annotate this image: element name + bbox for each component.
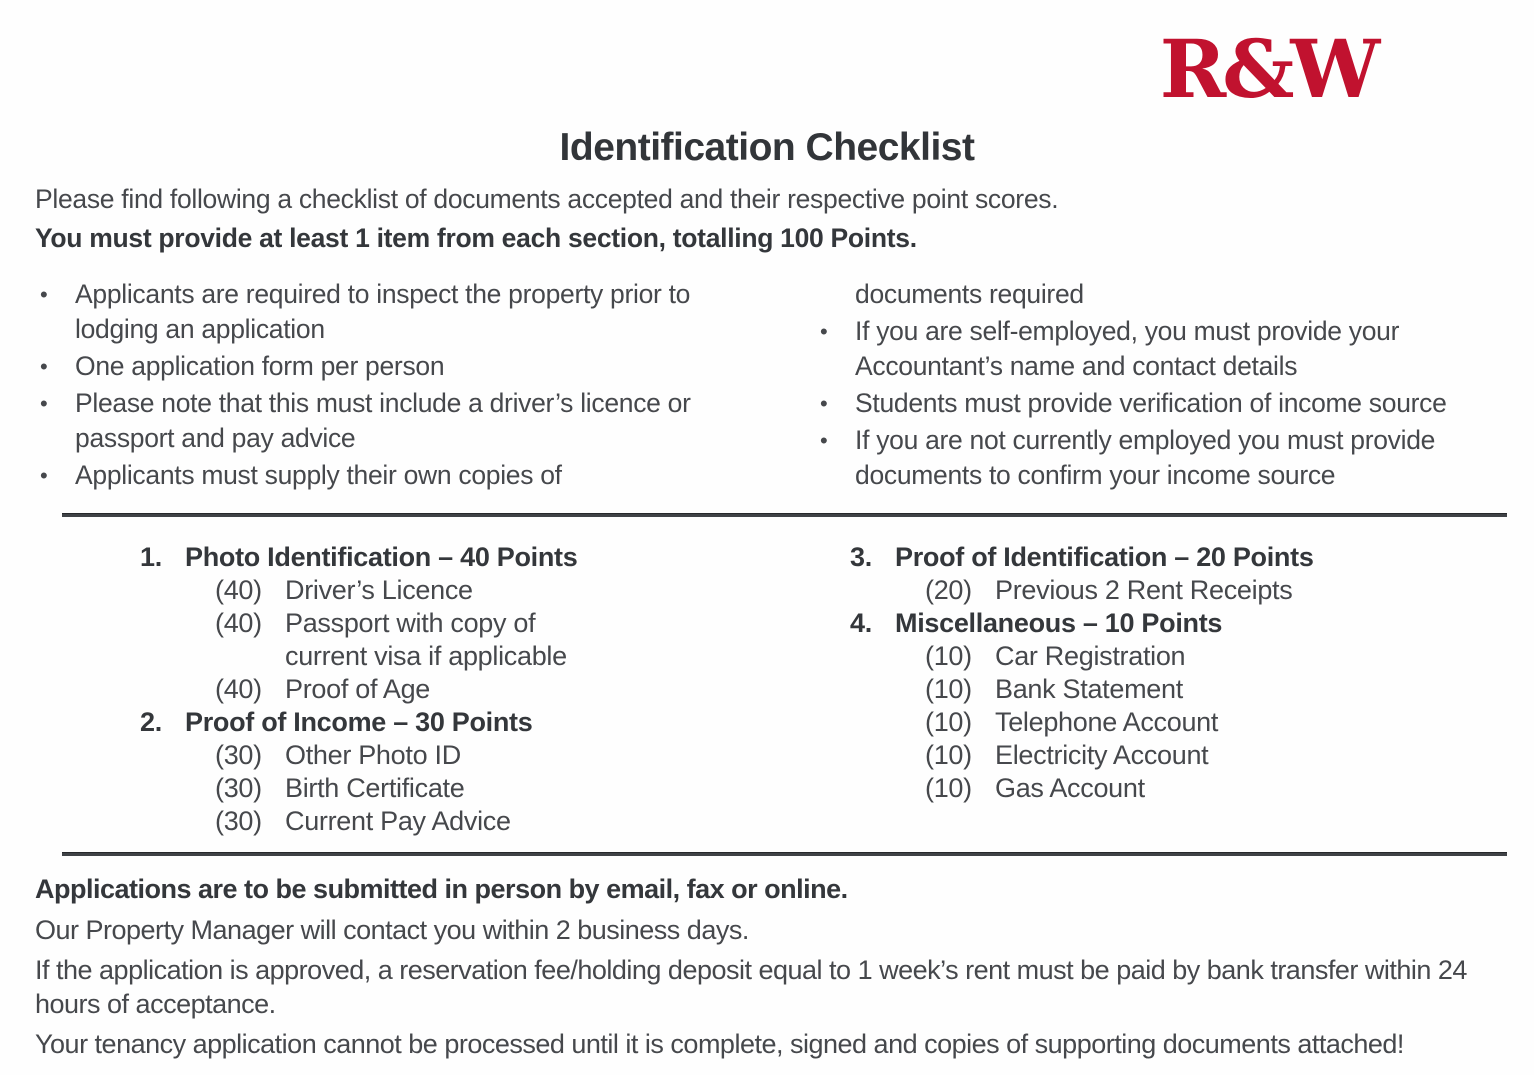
note-text: If you are not currently employed you must provide documents to confirm your income source: [855, 425, 1436, 490]
points-sections: [0, 541, 1534, 838]
sections-left-column: [140, 541, 760, 838]
checklist-item: [215, 574, 760, 607]
points-value: (20): [925, 575, 972, 605]
bullet-icon: •: [40, 282, 48, 307]
notes-right-column: [820, 277, 1510, 495]
section-number: 3.: [850, 542, 872, 572]
note-text: Please note that this must include a driver’s licence or passport and pay advice: [75, 388, 691, 453]
section-heading: [140, 706, 760, 739]
intro-text: Please find following a checklist of documents accepted and their respective point scores.: [35, 184, 1059, 214]
section-title: Proof of Identification – 20 Points: [895, 542, 1314, 572]
item-label: Current Pay Advice: [285, 806, 511, 836]
checklist-item: [215, 607, 760, 673]
section-heading: [850, 607, 1490, 640]
item-label: Telephone Account: [995, 707, 1219, 737]
item-label: Passport with copy of current visa if applicable: [285, 608, 567, 671]
note-item: [40, 458, 765, 493]
item-label: Electricity Account: [995, 740, 1209, 770]
note-text: Applicants are required to inspect the property prior to lodging an application: [75, 279, 691, 344]
section-items: [925, 574, 1490, 607]
note-text: If you are self-employed, you must provide your Accountant’s name and contact details: [855, 316, 1400, 381]
points-value: (40): [215, 575, 262, 605]
item-label: Car Registration: [995, 641, 1186, 671]
notes-left-column: [40, 277, 765, 495]
bullet-icon: •: [40, 391, 48, 416]
notes-section: [0, 277, 1534, 495]
points-value: (10): [925, 773, 972, 803]
page-title: Identification Checklist: [559, 126, 975, 169]
section-title: Photo Identification – 40 Points: [185, 542, 578, 572]
points-value: (30): [215, 773, 262, 803]
item-label: Driver’s Licence: [285, 575, 473, 605]
footer-contact-line: Our Property Manager will contact you within 2 business days.: [35, 915, 749, 945]
divider-line-top: [62, 513, 1507, 517]
item-label: Previous 2 Rent Receipts: [995, 575, 1293, 605]
note-item-continuation: [820, 277, 1510, 312]
section-heading: [850, 541, 1490, 574]
note-item: [820, 423, 1510, 493]
bullet-icon: •: [40, 354, 48, 379]
footer-submission-line: Applications are to be submitted in person by email, fax or online.: [35, 874, 848, 904]
section-number: 4.: [850, 608, 872, 638]
section-items: [215, 739, 760, 838]
bullet-icon: •: [40, 463, 48, 488]
intro-requirement: You must provide at least 1 item from each section, totalling 100 Points.: [35, 223, 917, 253]
section-items: [215, 574, 760, 706]
note-item: [40, 277, 765, 347]
note-text: Applicants must supply their own copies of: [75, 460, 562, 490]
section-title: Proof of Income – 30 Points: [185, 707, 533, 737]
points-value: (40): [215, 608, 262, 638]
checklist-item: [925, 706, 1490, 739]
checklist-item: [925, 574, 1490, 607]
section-items: [925, 640, 1490, 805]
bullet-icon: •: [820, 428, 828, 453]
points-value: (10): [925, 641, 972, 671]
note-item: [820, 386, 1510, 421]
section-number: 2.: [140, 707, 162, 737]
footer-processing-line: Your tenancy application cannot be processed until it is complete, signed and copies of supporting documents attached!: [35, 1029, 1404, 1059]
section-number: 1.: [140, 542, 162, 572]
checklist-item: [925, 772, 1490, 805]
points-value: (30): [215, 740, 262, 770]
rw-logo: R&W: [1159, 22, 1377, 116]
points-value: (10): [925, 707, 972, 737]
bullet-icon: •: [820, 391, 828, 416]
checklist-item: [925, 739, 1490, 772]
bullet-icon: •: [820, 319, 828, 344]
checklist-item: [925, 640, 1490, 673]
checklist-item: [215, 739, 760, 772]
checklist-item: [215, 673, 760, 706]
note-text: documents required: [855, 279, 1084, 309]
checklist-item: [215, 805, 760, 838]
item-label: Birth Certificate: [285, 773, 465, 803]
checklist-item: [925, 673, 1490, 706]
footer-deposit-line: If the application is approved, a reservation fee/holding deposit equal to 1 week’s rent must be paid by bank transfer within 24 hours of acceptance.: [35, 955, 1467, 1019]
item-label: Other Photo ID: [285, 740, 461, 770]
footer-notes: [35, 872, 1499, 1061]
section-heading: [140, 541, 760, 574]
points-value: (30): [215, 806, 262, 836]
points-value: (40): [215, 674, 262, 704]
sections-right-column: [850, 541, 1490, 838]
note-item: [40, 349, 765, 384]
divider-line-bottom: [62, 852, 1507, 856]
note-item: [820, 314, 1510, 384]
note-item: [40, 386, 765, 456]
item-label: Gas Account: [995, 773, 1145, 803]
note-text: One application form per person: [75, 351, 445, 381]
points-value: (10): [925, 674, 972, 704]
item-label: Proof of Age: [285, 674, 431, 704]
item-label: Bank Statement: [995, 674, 1183, 704]
note-text: Students must provide verification of income source: [855, 388, 1447, 418]
section-title: Miscellaneous – 10 Points: [895, 608, 1223, 638]
points-value: (10): [925, 740, 972, 770]
checklist-item: [215, 772, 760, 805]
